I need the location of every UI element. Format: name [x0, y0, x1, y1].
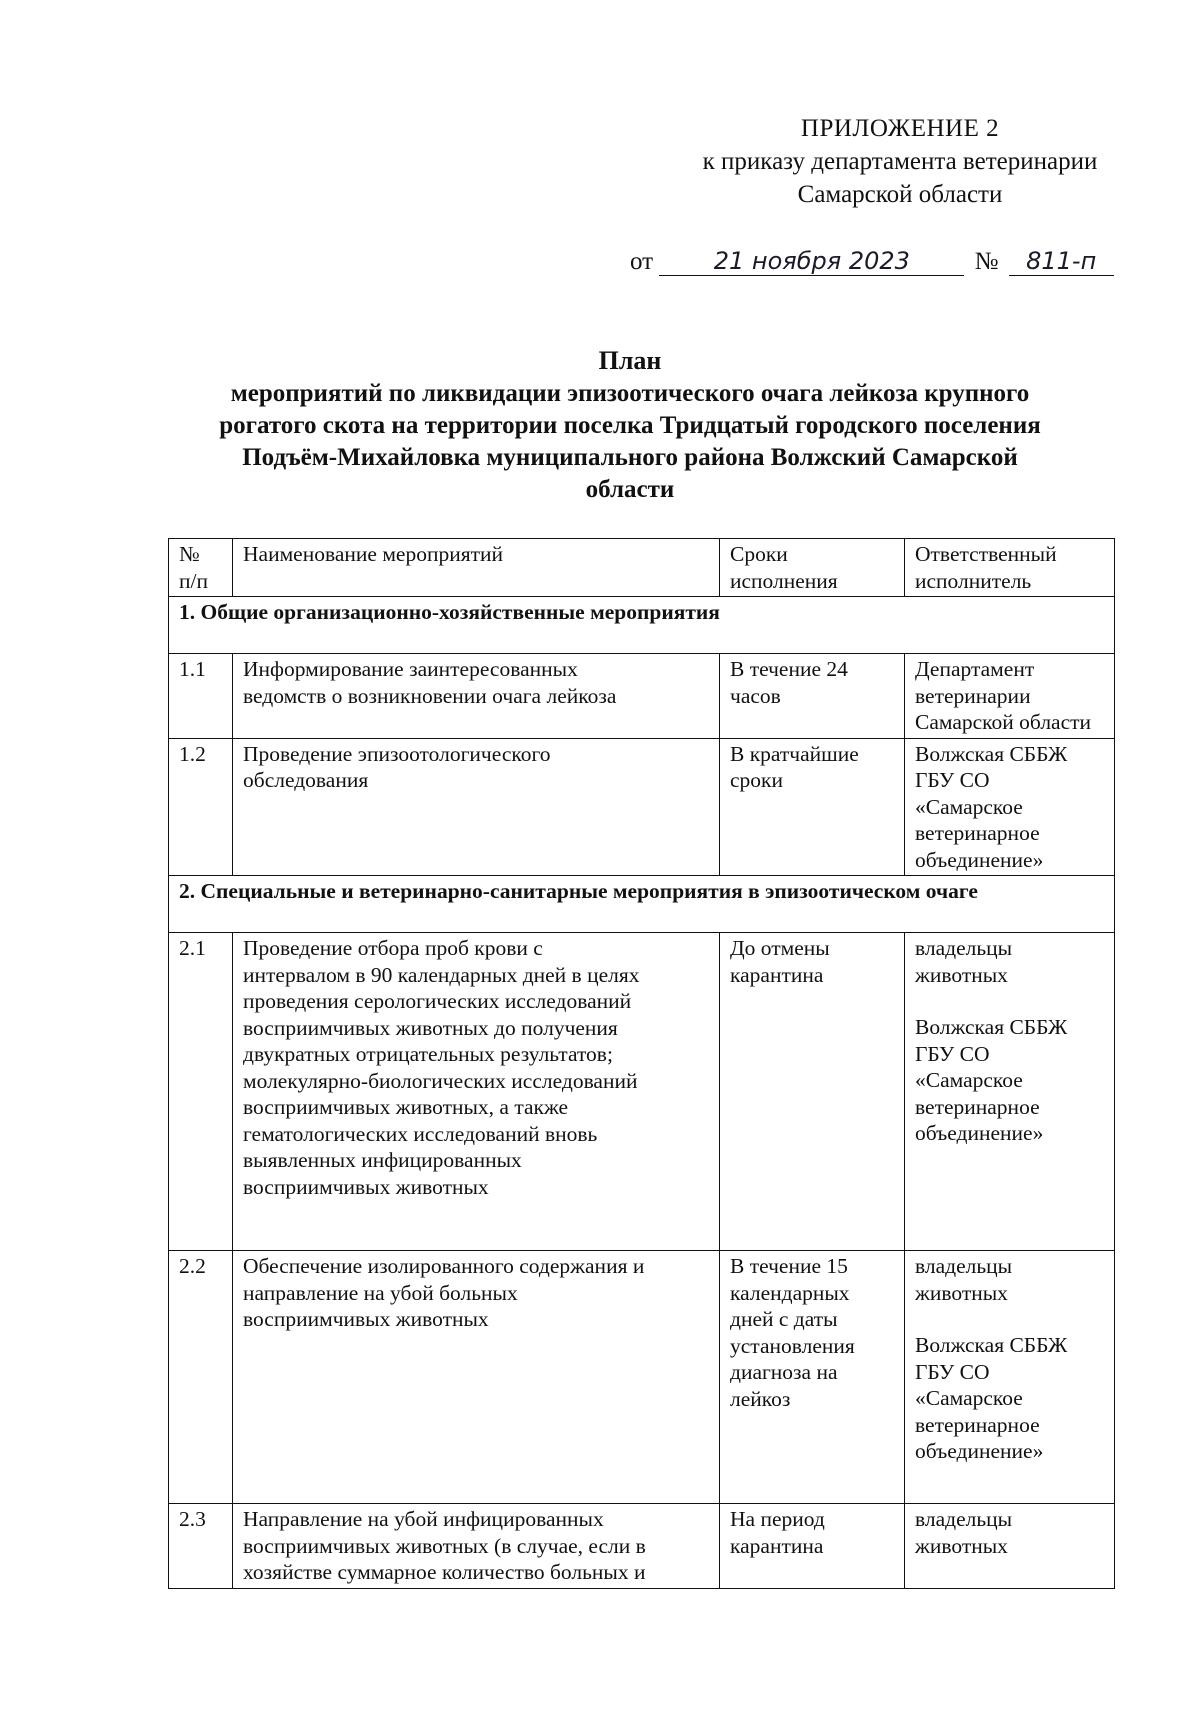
activity-line: Направление на убой инфицированных: [243, 1507, 604, 1531]
header-number-line-1: №: [179, 542, 200, 566]
activity-line: хозяйстве суммарное количество больных и: [243, 1560, 646, 1584]
header-responsible-line-1: Ответственный: [915, 542, 1057, 566]
responsible-line: владельцы: [915, 936, 1013, 960]
header-name: Наименование мероприятий: [233, 539, 720, 597]
appendix-header: [660, 112, 1140, 211]
row-activity: [233, 1251, 720, 1504]
row-responsible: [905, 654, 1115, 739]
row-activity: [233, 654, 720, 739]
table-row: [169, 933, 1115, 1251]
activity-line: ведомств о возникновении очага лейкоза: [243, 683, 617, 708]
responsible-spacer: [915, 1306, 1106, 1332]
appendix-title: ПРИЛОЖЕНИЕ 2: [800, 115, 1000, 142]
responsible-line: Департамент: [915, 657, 1035, 681]
heading-line-5: области: [585, 476, 675, 503]
section-row-2: [169, 876, 1115, 933]
responsible-line: объединение»: [915, 1121, 1044, 1145]
activity-line: Проведение эпизоотологического: [243, 741, 551, 766]
row-number: 1.1: [169, 654, 233, 739]
responsible-line: «Самарское: [915, 1386, 1023, 1410]
header-number: [169, 539, 233, 597]
responsible-line: ГБУ СО: [915, 1041, 990, 1066]
header-deadline: [720, 539, 905, 597]
responsible-line: ГБУ СО: [915, 1359, 990, 1384]
deadline-line: календарных: [730, 1280, 850, 1305]
section-1-title: 1. Общие организационно-хозяйственные мероприятия: [169, 597, 1115, 654]
deadline-line: карантина: [730, 1533, 824, 1558]
row-number: 2.2: [169, 1251, 233, 1504]
order-number-label: №: [974, 248, 999, 275]
row-deadline: [720, 1504, 905, 1589]
responsible-line: ГБУ СО: [915, 768, 990, 792]
deadline-line: карантина: [730, 962, 824, 987]
table-row: [169, 1251, 1115, 1504]
responsible-line: ветеринарии: [915, 683, 1031, 708]
responsible-line: «Самарское: [915, 794, 1023, 819]
deadline-line: часов: [730, 683, 781, 708]
deadline-line: В течение 15: [730, 1254, 848, 1278]
appendix-line-1: к приказу департамента ветеринарии: [702, 148, 1098, 175]
header-number-line-2: п/п: [179, 568, 208, 593]
responsible-spacer: [915, 988, 1106, 1014]
responsible-line: ветеринарное: [915, 821, 1040, 845]
responsible-line: Волжская СББЖ: [915, 741, 1068, 766]
heading-line-2: мероприятий по ликвидации эпизоотического очага лейкоза крупного: [230, 380, 1030, 407]
activity-line: гематологических исследований вновь: [243, 1121, 598, 1146]
deadline-line: В течение 24: [730, 657, 848, 681]
order-reference: [630, 247, 1114, 276]
row-responsible: [905, 1251, 1115, 1504]
row-number: 2.3: [169, 1504, 233, 1589]
row-responsible: [905, 1504, 1115, 1589]
heading-line-4: Подъём-Михайловка муниципального района Волжский Самарской: [242, 444, 1018, 471]
responsible-line: ветеринарное: [915, 1412, 1040, 1437]
header-deadline-line-1: Сроки: [730, 542, 788, 566]
activity-line: восприимчивых животных: [243, 1174, 489, 1199]
responsible-line: объединение»: [915, 847, 1044, 872]
responsible-line: «Самарское: [915, 1068, 1023, 1092]
deadline-line: До отмены: [730, 936, 830, 960]
header-responsible: [905, 539, 1115, 597]
activity-line: восприимчивых животных до получения: [243, 1015, 618, 1040]
responsible-line: животных: [915, 962, 1008, 987]
activity-line: Обеспечение изолированного содержания и: [243, 1254, 645, 1278]
responsible-line: Волжская СББЖ: [915, 1015, 1068, 1039]
activity-line: интервалом в 90 календарных дней в целях: [243, 962, 640, 987]
row-responsible: [905, 738, 1115, 876]
activity-line: направление на убой больных: [243, 1280, 518, 1305]
table-row: [169, 654, 1115, 739]
row-activity: [233, 738, 720, 876]
activity-line: Информирование заинтересованных: [243, 657, 578, 681]
order-from-label: от: [630, 248, 654, 275]
activity-line: восприимчивых животных: [243, 1307, 489, 1331]
responsible-line: Самарской области: [915, 710, 1092, 734]
header-responsible-line-2: исполнитель: [915, 568, 1032, 593]
table-row: [169, 1504, 1115, 1589]
row-deadline: [720, 933, 905, 1251]
activity-line: Проведение отбора проб крови с: [243, 936, 543, 960]
activity-line: двукратных отрицательных результатов;: [243, 1042, 613, 1066]
section-2-title: 2. Специальные и ветеринарно-санитарные мероприятия в эпизоотическом очаге: [169, 876, 1115, 933]
activity-line: молекулярно-биологических исследований: [243, 1068, 638, 1093]
activity-line: восприимчивых животных, а также: [243, 1095, 569, 1119]
activity-line: обследования: [243, 768, 369, 792]
deadline-line: дней с даты: [730, 1307, 838, 1331]
row-number: 1.2: [169, 738, 233, 876]
deadline-line: лейкоз: [730, 1386, 791, 1411]
responsible-line: владельцы: [915, 1254, 1013, 1278]
row-responsible: [905, 933, 1115, 1251]
deadline-line: сроки: [730, 768, 783, 792]
row-number: 2.1: [169, 933, 233, 1251]
responsible-line: объединение»: [915, 1439, 1044, 1463]
responsible-line: ветеринарное: [915, 1094, 1040, 1119]
order-number-handwritten: 811-п: [1009, 247, 1114, 276]
appendix-line-2: Самарской области: [797, 181, 1003, 208]
row-deadline: [720, 738, 905, 876]
heading-line-3: рогатого скота на территории поселка Тридцатый городского поселения: [219, 412, 1041, 439]
row-deadline: [720, 654, 905, 739]
responsible-line: животных: [915, 1280, 1008, 1305]
document-heading: [140, 345, 1120, 506]
activity-line: восприимчивых животных (в случае, если в: [243, 1533, 646, 1558]
heading-plan: План: [598, 346, 662, 375]
responsible-line: животных: [915, 1533, 1008, 1558]
plan-table: [168, 538, 1115, 1589]
row-activity: [233, 933, 720, 1251]
table-row: [169, 738, 1115, 876]
deadline-line: На период: [730, 1507, 825, 1531]
deadline-line: установления: [730, 1333, 855, 1358]
row-activity: [233, 1504, 720, 1589]
activity-line: проведения серологических исследований: [243, 989, 632, 1013]
order-date-handwritten: 21 ноября 2023: [659, 247, 964, 276]
deadline-line: диагноза на: [730, 1360, 838, 1384]
row-deadline: [720, 1251, 905, 1504]
section-row-1: [169, 597, 1115, 654]
header-deadline-line-2: исполнения: [730, 568, 838, 593]
deadline-line: В кратчайшие: [730, 741, 859, 766]
activity-line: выявленных инфицированных: [243, 1148, 522, 1172]
table-header-row: [169, 539, 1115, 597]
responsible-line: Волжская СББЖ: [915, 1333, 1068, 1357]
responsible-line: владельцы: [915, 1507, 1013, 1531]
